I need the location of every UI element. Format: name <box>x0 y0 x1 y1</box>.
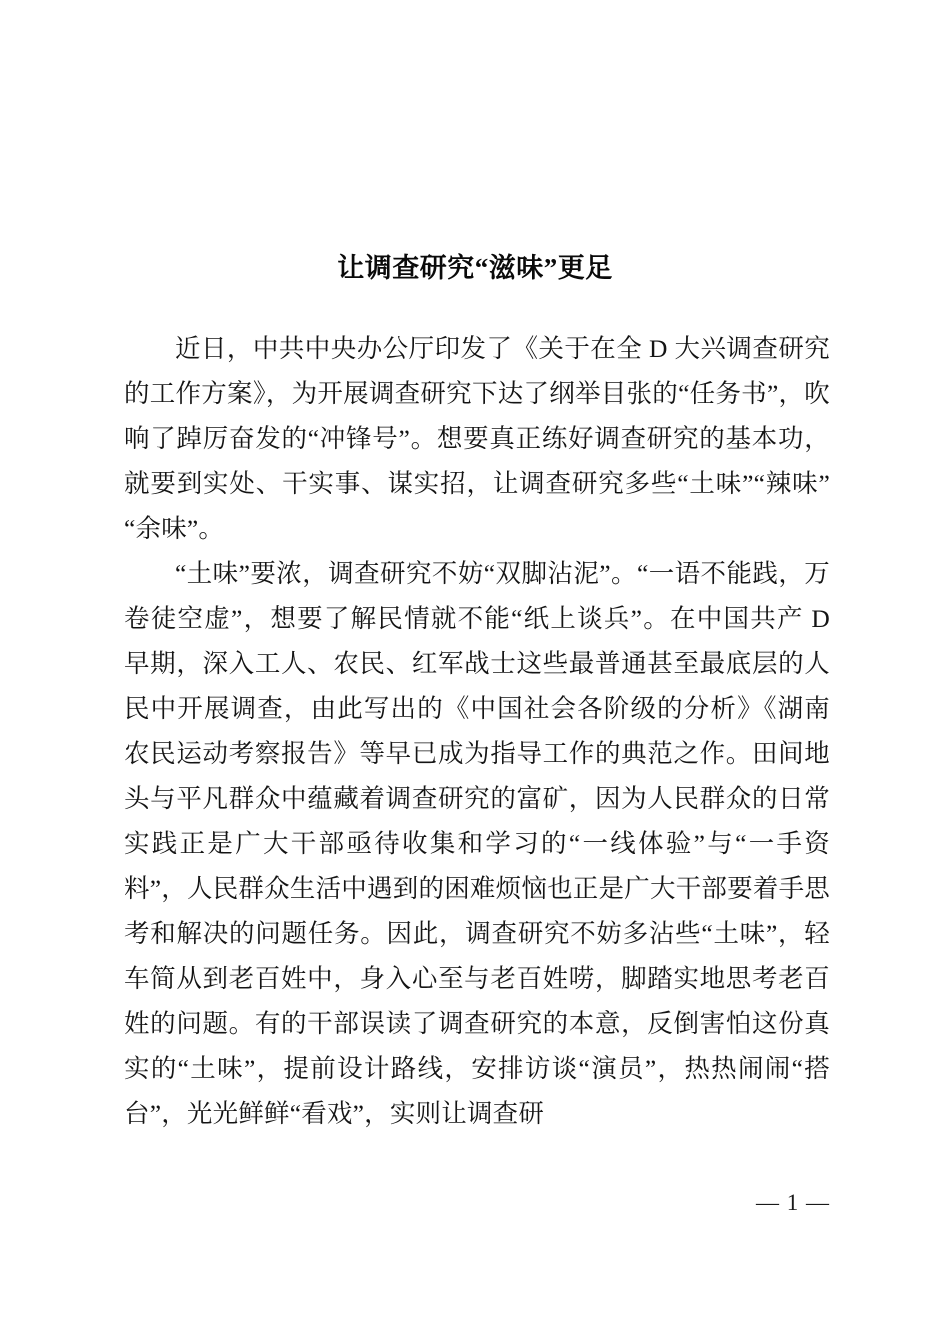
paragraph-1: 近日，中共中央办公厅印发了《关于在全 D 大兴调查研究的工作方案》，为开展调查研究下达了纲举目张的“任务书”，吹响了踔厉奋发的“冲锋号”。想要真正练好调查研究的基本功，就要到实处、干实事、谋实招，让调查研究多些“土味”“辣味”“余味”。 <box>124 334 830 543</box>
page-title: 让调查研究“滋味”更足 <box>337 253 613 284</box>
document-body <box>124 326 830 1136</box>
page-number: — 1 — <box>756 1190 830 1215</box>
paragraph-2: “土味”要浓，调查研究不妨“双脚沾泥”。“一语不能践，万卷徒空虚”，想要了解民情就不能“纸上谈兵”。在中国共产 D 早期，深入工人、农民、红军战士这些最普通甚至最底层的人民中开展调查，由此写出的《中国社会各阶级的分析》《湖南农民运动考察报告》等早已成为指导工作的典范之作。田间地头与平凡群众中蕴藏着调查研究的富矿，因为人民群众的日常实践正是广大干部亟待收集和学习的“一线体验”与“一手资料”，人民群众生活中遇到的困难烦恼也正是广大干部要着手思考和解决的问题任务。因此，调查研究不妨多沾些“土味”，轻车简从到老百姓中，身入心至与老百姓唠，脚踏实地思考老百姓的问题。有的干部误读了调查研究的本意，反倒害怕这份真实的“土味”，提前设计路线，安排访谈“演员”，热热闹闹“搭台”，光光鲜鲜“看戏”，实则让调查研 <box>124 559 830 1128</box>
